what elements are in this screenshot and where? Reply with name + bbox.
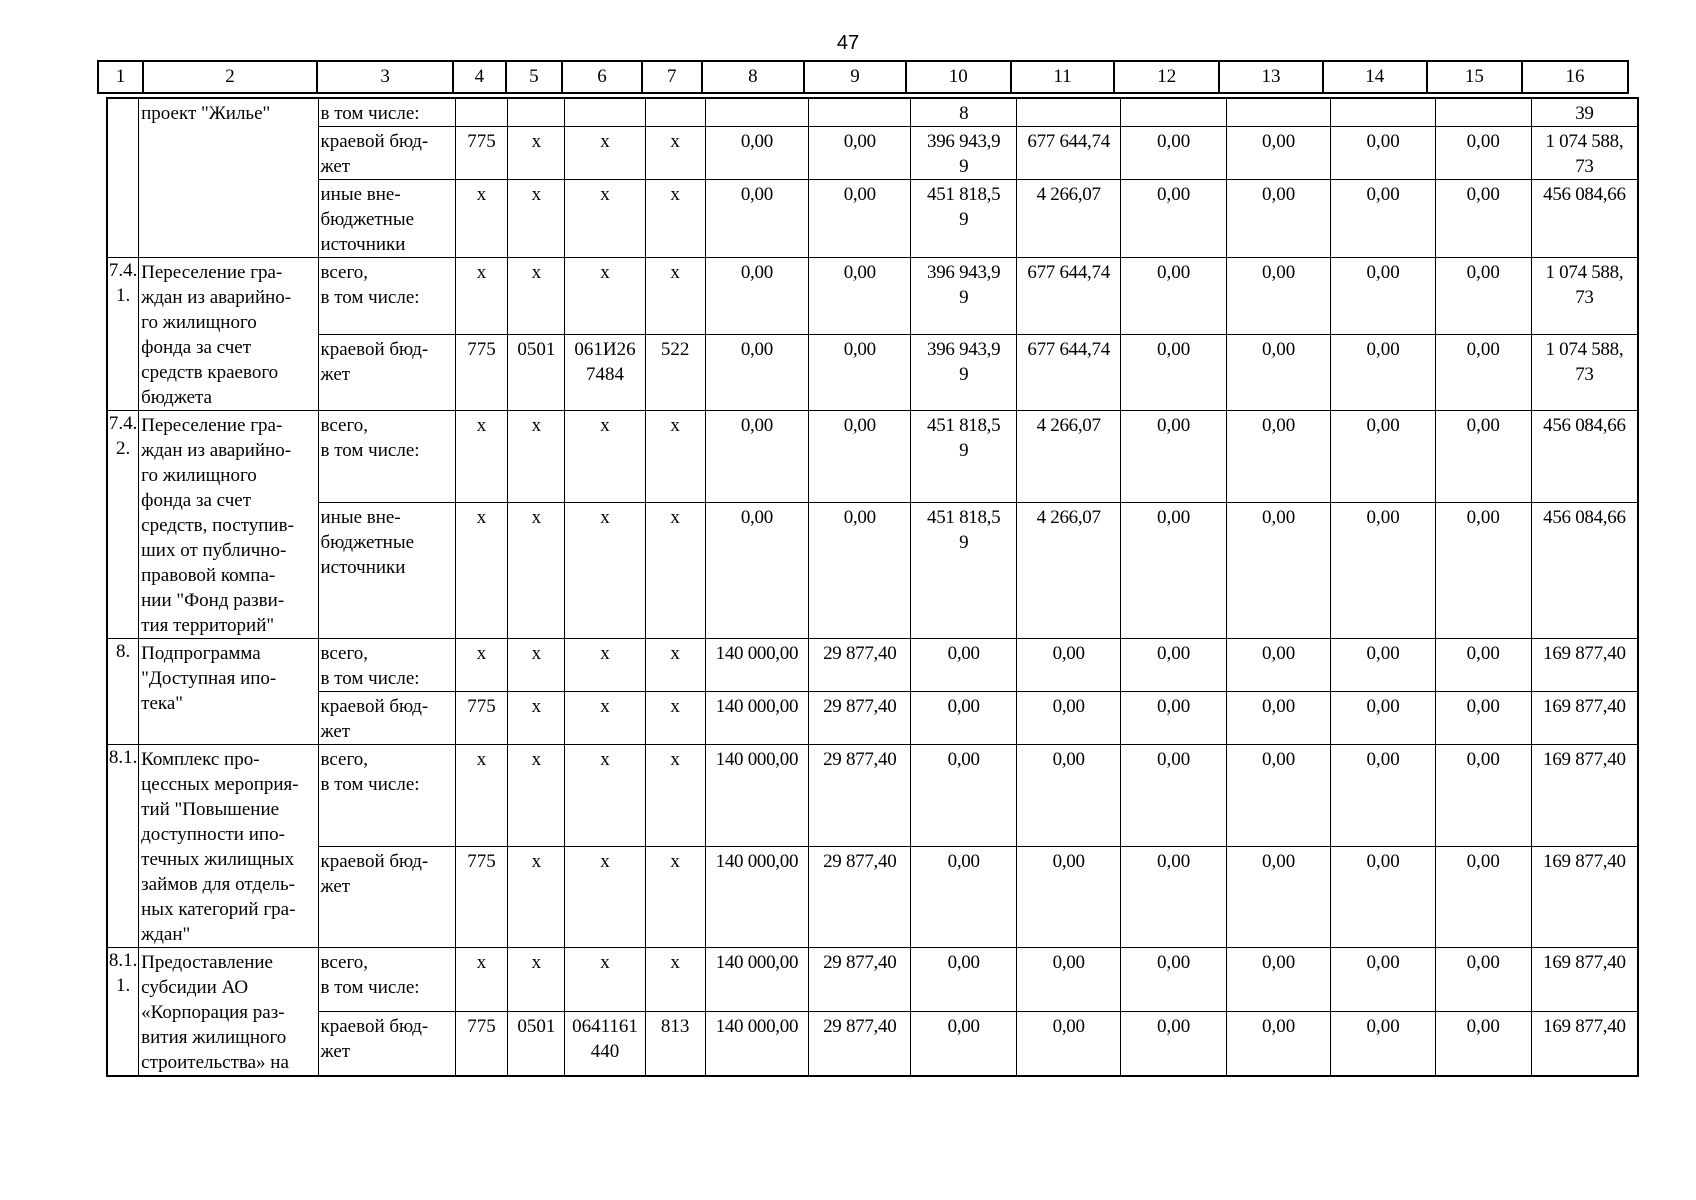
value-cell: 29 877,40 xyxy=(809,1011,911,1076)
value-cell: 0,00 xyxy=(1226,692,1330,745)
column-number-cell: 15 xyxy=(1427,61,1522,93)
value-cell: 0,00 xyxy=(809,503,911,639)
value-cell: 0,00 xyxy=(1016,692,1120,745)
page-number: 47 xyxy=(836,32,860,54)
value-cell: 29 877,40 xyxy=(809,846,911,948)
table-row xyxy=(107,745,1638,847)
value-cell: 0,00 xyxy=(1121,127,1227,180)
value-cell: 169 877,40 xyxy=(1531,948,1638,1012)
value-cell: x xyxy=(565,503,645,639)
value-cell: 0,00 xyxy=(1435,180,1531,258)
funding-source: всего, в том числе: xyxy=(318,258,455,335)
value-cell: 0,00 xyxy=(705,411,808,503)
value-cell: 0,00 xyxy=(1331,258,1435,335)
table-row xyxy=(107,948,1638,1012)
value-cell: 29 877,40 xyxy=(809,639,911,692)
table-row xyxy=(107,180,1638,258)
item-number: 8.1. 1. xyxy=(107,948,139,1077)
value-cell: 0,00 xyxy=(1331,503,1435,639)
value-cell: 0,00 xyxy=(1121,411,1227,503)
value-cell: 677 644,74 xyxy=(1016,127,1120,180)
item-name: Комплекс про- цессных мероприя- тий "Повышение доступности ипо- течных жилищных займов для отдель- ных категорий гра- ждан" xyxy=(139,745,318,948)
value-cell: 0,00 xyxy=(911,1011,1017,1076)
value-cell: 0,00 xyxy=(1435,948,1531,1012)
funding-source: в том числе: xyxy=(318,98,455,127)
table-row xyxy=(107,692,1638,745)
value-cell: x xyxy=(645,258,705,335)
value-cell: 677 644,74 xyxy=(1016,258,1120,335)
value-cell: x xyxy=(508,745,565,847)
value-cell: 0,00 xyxy=(1226,334,1330,411)
value-cell: x xyxy=(565,258,645,335)
value-cell: 0,00 xyxy=(1226,639,1330,692)
value-cell: x xyxy=(455,745,508,847)
value-cell: 0,00 xyxy=(1226,127,1330,180)
value-cell: 0,00 xyxy=(1226,948,1330,1012)
value-cell: 1 074 588, 73 xyxy=(1531,258,1638,335)
value-cell: 0,00 xyxy=(1435,411,1531,503)
item-number: 8. xyxy=(107,639,139,745)
value-cell: 29 877,40 xyxy=(809,745,911,847)
value-cell: 0,00 xyxy=(1435,692,1531,745)
value-cell: 8 xyxy=(911,98,1017,127)
table-row xyxy=(107,846,1638,948)
value-cell: 0,00 xyxy=(911,846,1017,948)
value-cell: 0,00 xyxy=(1226,846,1330,948)
value-cell: 169 877,40 xyxy=(1531,692,1638,745)
column-number-cell: 3 xyxy=(317,61,453,93)
value-cell: 677 644,74 xyxy=(1016,334,1120,411)
value-cell: 0,00 xyxy=(1121,846,1227,948)
funding-source: всего, в том числе: xyxy=(318,948,455,1012)
funding-source: всего, в том числе: xyxy=(318,745,455,847)
value-cell: 0,00 xyxy=(1016,1011,1120,1076)
item-name: Переселение гра- ждан из аварийно- го жилищного фонда за счет средств краевого бюджета xyxy=(139,258,318,411)
column-number-cell: 13 xyxy=(1219,61,1323,93)
value-cell: x xyxy=(565,127,645,180)
value-cell: x xyxy=(565,639,645,692)
value-cell: x xyxy=(645,411,705,503)
value-cell: 0,00 xyxy=(1121,692,1227,745)
value-cell: x xyxy=(645,639,705,692)
value-cell: x xyxy=(645,948,705,1012)
value-cell: 4 266,07 xyxy=(1016,503,1120,639)
column-number-cell: 11 xyxy=(1011,61,1115,93)
value-cell: 396 943,9 9 xyxy=(911,258,1017,335)
value-cell: 0,00 xyxy=(1016,639,1120,692)
value-cell: 0,00 xyxy=(911,745,1017,847)
value-cell: 140 000,00 xyxy=(705,745,808,847)
value-cell xyxy=(1121,98,1227,127)
item-number: 7.4. 1. xyxy=(107,258,139,411)
value-cell: 169 877,40 xyxy=(1531,846,1638,948)
funding-source: краевой бюд- жет xyxy=(318,1011,455,1076)
value-cell: x xyxy=(508,127,565,180)
value-cell: x xyxy=(565,745,645,847)
value-cell xyxy=(455,98,508,127)
value-cell: 0,00 xyxy=(911,639,1017,692)
value-cell: 140 000,00 xyxy=(705,948,808,1012)
value-cell: 061И26 7484 xyxy=(565,334,645,411)
value-cell: x xyxy=(645,127,705,180)
column-number-cell: 9 xyxy=(804,61,906,93)
value-cell: 0,00 xyxy=(809,334,911,411)
value-cell: 0,00 xyxy=(1435,503,1531,639)
value-cell: 0,00 xyxy=(1435,334,1531,411)
funding-source: всего, в том числе: xyxy=(318,411,455,503)
column-number-cell: 10 xyxy=(906,61,1011,93)
value-cell: 0,00 xyxy=(1331,745,1435,847)
column-number-cell: 14 xyxy=(1323,61,1427,93)
value-cell xyxy=(1435,98,1531,127)
table-row xyxy=(107,1011,1638,1076)
value-cell xyxy=(705,98,808,127)
funding-source: краевой бюд- жет xyxy=(318,846,455,948)
value-cell: 0,00 xyxy=(809,127,911,180)
value-cell: 0,00 xyxy=(1331,692,1435,745)
value-cell xyxy=(1331,98,1435,127)
value-cell: x xyxy=(455,503,508,639)
column-number-cell: 7 xyxy=(642,61,702,93)
value-cell: 140 000,00 xyxy=(705,1011,808,1076)
value-cell: x xyxy=(455,639,508,692)
value-cell: 775 xyxy=(455,1011,508,1076)
value-cell: 140 000,00 xyxy=(705,639,808,692)
table-row xyxy=(107,258,1638,335)
item-name: Подпрограмма "Доступная ипо- тека" xyxy=(139,639,318,745)
value-cell: 0,00 xyxy=(1121,948,1227,1012)
value-cell: 456 084,66 xyxy=(1531,180,1638,258)
value-cell: 451 818,5 9 xyxy=(911,411,1017,503)
value-cell: x xyxy=(508,948,565,1012)
value-cell xyxy=(645,98,705,127)
value-cell: 169 877,40 xyxy=(1531,745,1638,847)
value-cell: 0,00 xyxy=(1435,258,1531,335)
table-row xyxy=(107,334,1638,411)
value-cell: 0,00 xyxy=(1226,180,1330,258)
value-cell: x xyxy=(645,503,705,639)
funding-source: всего, в том числе: xyxy=(318,639,455,692)
column-number-cell: 12 xyxy=(1114,61,1219,93)
value-cell: 140 000,00 xyxy=(705,846,808,948)
value-cell: 0,00 xyxy=(1016,948,1120,1012)
value-cell: 0,00 xyxy=(1121,745,1227,847)
column-number-cell: 8 xyxy=(702,61,805,93)
value-cell: x xyxy=(645,692,705,745)
column-number-cell: 2 xyxy=(143,61,317,93)
value-cell: x xyxy=(565,948,645,1012)
item-name: проект "Жилье" xyxy=(139,98,318,258)
value-cell: x xyxy=(455,180,508,258)
column-number-cell: 16 xyxy=(1522,61,1628,93)
value-cell: 0,00 xyxy=(1121,258,1227,335)
value-cell: x xyxy=(565,846,645,948)
value-cell: 456 084,66 xyxy=(1531,411,1638,503)
item-name: Переселение гра- ждан из аварийно- го жилищного фонда за счет средств, поступив- ших от публично- правовой компа- нии "Фонд разви- тия территорий" xyxy=(139,411,318,639)
funding-source: краевой бюд- жет xyxy=(318,334,455,411)
value-cell: 0,00 xyxy=(1226,258,1330,335)
column-number-cell: 4 xyxy=(453,61,505,93)
value-cell xyxy=(1226,98,1330,127)
column-number-cell: 6 xyxy=(562,61,642,93)
funding-source: иные вне- бюджетные источники xyxy=(318,503,455,639)
value-cell: 0,00 xyxy=(1121,334,1227,411)
value-cell: 451 818,5 9 xyxy=(911,180,1017,258)
value-cell: 0,00 xyxy=(705,334,808,411)
value-cell: x xyxy=(645,846,705,948)
value-cell: 0,00 xyxy=(1435,745,1531,847)
value-cell: 0,00 xyxy=(1121,639,1227,692)
value-cell xyxy=(809,98,911,127)
value-cell: 29 877,40 xyxy=(809,692,911,745)
value-cell: x xyxy=(508,180,565,258)
value-cell: x xyxy=(508,258,565,335)
value-cell: 0,00 xyxy=(1016,745,1120,847)
budget-table xyxy=(106,97,1639,1077)
value-cell: x xyxy=(645,180,705,258)
value-cell: 0,00 xyxy=(705,503,808,639)
column-number-header xyxy=(97,60,1629,94)
value-cell: 0,00 xyxy=(1016,846,1120,948)
table-row xyxy=(107,98,1638,127)
value-cell: 4 266,07 xyxy=(1016,180,1120,258)
value-cell: 775 xyxy=(455,692,508,745)
table-row xyxy=(107,411,1638,503)
value-cell: 0,00 xyxy=(1435,846,1531,948)
value-cell: 169 877,40 xyxy=(1531,1011,1638,1076)
value-cell: 0,00 xyxy=(1331,846,1435,948)
value-cell: 0,00 xyxy=(911,692,1017,745)
value-cell: x xyxy=(508,639,565,692)
value-cell: x xyxy=(565,692,645,745)
funding-source: иные вне- бюджетные источники xyxy=(318,180,455,258)
value-cell: 1 074 588, 73 xyxy=(1531,127,1638,180)
value-cell: 169 877,40 xyxy=(1531,639,1638,692)
value-cell: 813 xyxy=(645,1011,705,1076)
value-cell: 775 xyxy=(455,334,508,411)
value-cell: x xyxy=(508,846,565,948)
value-cell: 0,00 xyxy=(809,411,911,503)
table-row xyxy=(107,639,1638,692)
value-cell: 0,00 xyxy=(1435,639,1531,692)
value-cell: 29 877,40 xyxy=(809,948,911,1012)
value-cell: 0,00 xyxy=(1331,411,1435,503)
column-number-cell: 1 xyxy=(98,61,143,93)
value-cell: x xyxy=(565,411,645,503)
value-cell: x xyxy=(645,745,705,847)
value-cell: 0,00 xyxy=(1121,1011,1227,1076)
value-cell xyxy=(1016,98,1120,127)
value-cell: 0,00 xyxy=(1435,127,1531,180)
value-cell: 140 000,00 xyxy=(705,692,808,745)
value-cell: 0,00 xyxy=(1226,411,1330,503)
value-cell: 0,00 xyxy=(705,180,808,258)
value-cell: 451 818,5 9 xyxy=(911,503,1017,639)
value-cell: x xyxy=(508,411,565,503)
value-cell: 0,00 xyxy=(1331,1011,1435,1076)
value-cell: x xyxy=(455,258,508,335)
value-cell: 0,00 xyxy=(1331,948,1435,1012)
value-cell: 0,00 xyxy=(809,180,911,258)
value-cell: x xyxy=(508,692,565,745)
value-cell: 0,00 xyxy=(1331,334,1435,411)
item-number: 7.4. 2. xyxy=(107,411,139,639)
item-number: 8.1. xyxy=(107,745,139,948)
value-cell: 0,00 xyxy=(705,258,808,335)
value-cell: x xyxy=(455,411,508,503)
funding-source: краевой бюд- жет xyxy=(318,127,455,180)
value-cell: 456 084,66 xyxy=(1531,503,1638,639)
value-cell: 0,00 xyxy=(809,258,911,335)
value-cell: 0,00 xyxy=(1226,503,1330,639)
value-cell: 0,00 xyxy=(911,948,1017,1012)
value-cell: 0,00 xyxy=(1331,180,1435,258)
value-cell: 522 xyxy=(645,334,705,411)
value-cell: 0,00 xyxy=(1435,1011,1531,1076)
value-cell: 775 xyxy=(455,127,508,180)
value-cell: 0501 xyxy=(508,334,565,411)
value-cell: x xyxy=(565,180,645,258)
item-name: Предоставление субсидии АО «Корпорация раз- вития жилищного строительства» на xyxy=(139,948,318,1077)
column-number-cell: 5 xyxy=(506,61,563,93)
value-cell: 775 xyxy=(455,846,508,948)
value-cell: 0,00 xyxy=(1121,180,1227,258)
value-cell: 0641161 440 xyxy=(565,1011,645,1076)
value-cell: 396 943,9 9 xyxy=(911,334,1017,411)
value-cell: 0,00 xyxy=(1226,745,1330,847)
value-cell: 0,00 xyxy=(705,127,808,180)
value-cell: 4 266,07 xyxy=(1016,411,1120,503)
value-cell: 0501 xyxy=(508,1011,565,1076)
value-cell: x xyxy=(455,948,508,1012)
value-cell: 39 xyxy=(1531,98,1638,127)
value-cell: 0,00 xyxy=(1331,127,1435,180)
item-number xyxy=(107,98,139,258)
value-cell: x xyxy=(508,503,565,639)
table-row xyxy=(107,127,1638,180)
value-cell: 1 074 588, 73 xyxy=(1531,334,1638,411)
table-row xyxy=(107,503,1638,639)
value-cell: 0,00 xyxy=(1331,639,1435,692)
value-cell: 396 943,9 9 xyxy=(911,127,1017,180)
value-cell: 0,00 xyxy=(1121,503,1227,639)
value-cell xyxy=(565,98,645,127)
value-cell: 0,00 xyxy=(1226,1011,1330,1076)
funding-source: краевой бюд- жет xyxy=(318,692,455,745)
value-cell xyxy=(508,98,565,127)
